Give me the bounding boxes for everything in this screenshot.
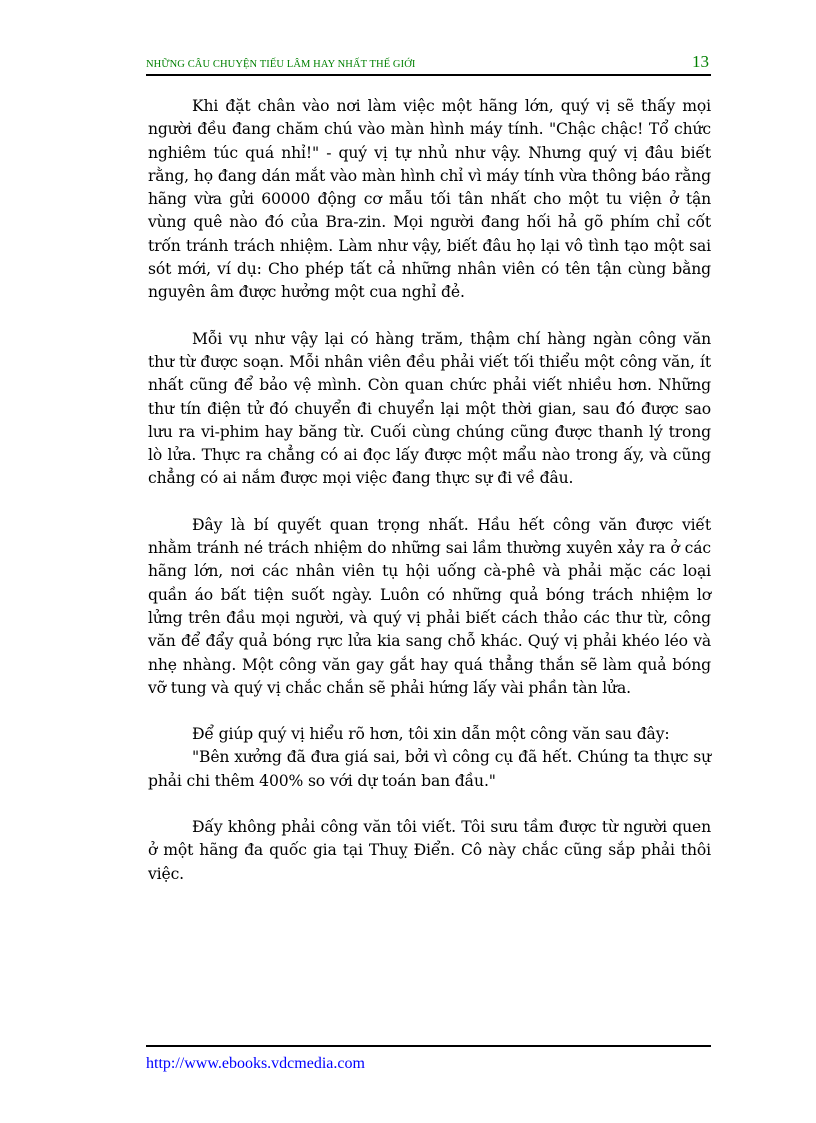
page-header [146,52,711,76]
paragraph-5: Đấy không phải công văn tôi viết. Tôi sưu tầm được từ người quen ở một hãng đa quốc gia tại Thuỵ Điển. Cô này chắc cũng sắp phải thôi việc. [148,818,711,883]
paragraph-4: Để giúp quý vị hiểu rõ hơn, tôi xin dẫn một công văn sau đây: [192,725,670,744]
paragraph-1: Khi đặt chân vào nơi làm việc một hãng lớn, quý vị sẽ thấy mọi người đều đang chăm chú vào màn hình máy tính. "Chậc chậc! Tổ chức nghiêm túc quá nhỉ!" - quý vị tự nhủ như vậy. Nhưng quý vị đâu biết rằng, họ đang dán mắt vào màn hình chỉ vì máy tính vừa thông báo rằng hãng vừa gửi 60000 động cơ mẫu tối tân nhất cho một tu viện ở tận vùng quê nào đó của Bra-zin. Mọi người đang hối hả gõ phím chỉ cốt trốn tránh trách nhiệm. Làm như vậy, biết đâu họ lại vô tình tạo một sai sót mới, ví dụ: Cho phép tất cả những nhân viên có tên tận cùng bằng nguyên âm được hưởng một cua nghỉ đẻ. [148,97,711,302]
paragraph-3: Đây là bí quyết quan trọng nhất. Hầu hết công văn được viết nhằm tránh né trách nhiệm do những sai lầm thường xuyên xảy ra ở các hãng lớn, nơi các nhân viên tụ hội uống cà-phê và phải mặc các loại quần áo bất tiện suốt ngày. Luôn có những quả bóng trách nhiệm lơ lửng trên đầu mọi người, và quý vị phải biết cách thảo các thư từ, công văn để đẩy quả bóng rực lửa kia sang chỗ khác. Quý vị phải khéo léo và nhẹ nhàng. Một công văn gay gắt hay quá thẳng thắn sẽ làm quả bóng vỡ tung và quý vị chắc chắn sẽ phải hứng lấy vài phần tàn lửa. [148,515,711,697]
page-footer [146,1045,711,1073]
quoted-memo: "Bên xưởng đã đưa giá sai, bởi vì công cụ đã hết. Chúng ta thực sự phải chi thêm 400% so với dự toán ban đầu." [148,748,711,790]
paragraph-2: Mỗi vụ như vậy lại có hàng trăm, thậm chí hàng ngàn công văn thư từ được soạn. Mỗi nhân viên đều phải viết tối thiểu một công văn, ít nhất cũng để bảo vệ mình. Còn quan chức phải viết nhiều hơn. Những thư tín điện tử đó chuyển đi chuyển lại một thời gian, sau đó được sao lưu ra vi-phim hay băng từ. Cuối cùng chúng cũng được thanh lý trong lò lửa. Thực ra chẳng có ai đọc lấy được một mẩu nào trong ấy, và cũng chẳng có ai nắm được mọi việc đang thực sự đi về đâu. [148,329,711,488]
page-content [148,95,711,886]
page-number: 13 [692,52,709,71]
book-title: NHỮNG CÂU CHUYỆN TIẾU LÂM HAY NHẤT THẾ GIỚI [146,59,416,70]
website-link[interactable]: http://www.ebooks.vdcmedia.com [146,1055,365,1072]
